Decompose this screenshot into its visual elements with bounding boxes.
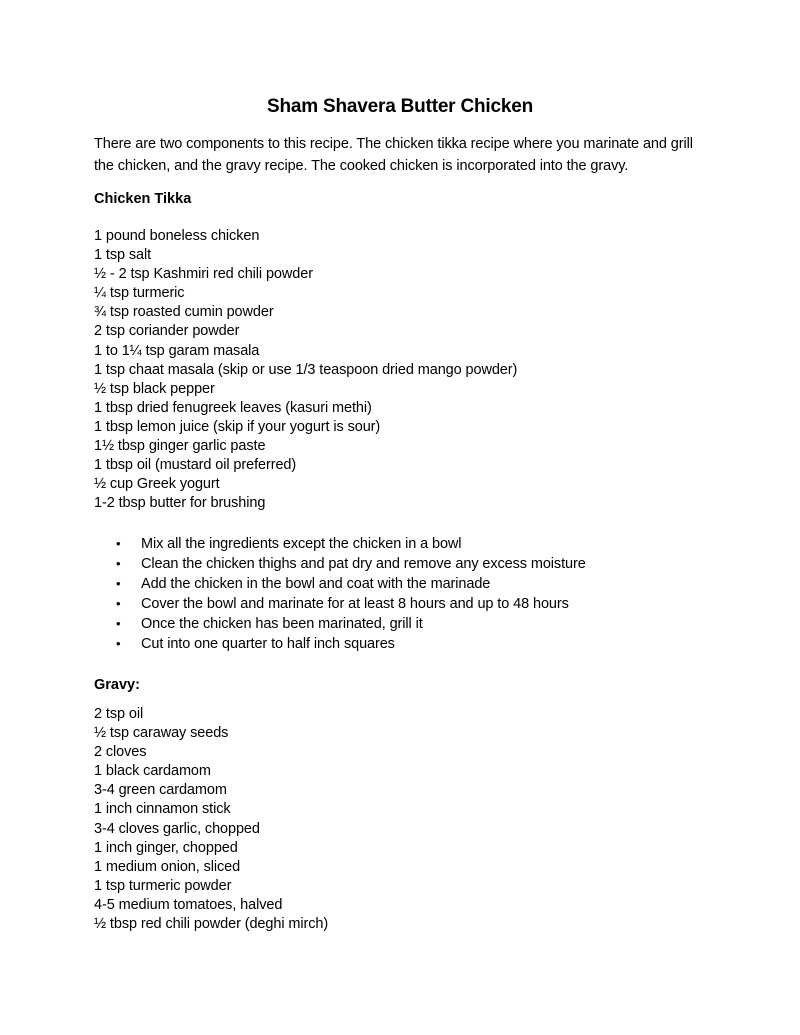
- ingredient-item: 2 tsp coriander powder: [94, 323, 240, 340]
- ingredient-item: 3-4 green cardamom: [94, 782, 227, 799]
- bullet-icon: •: [116, 556, 121, 571]
- ingredient-item: 1 to 1¼ tsp garam masala: [94, 342, 260, 359]
- ingredient-item: ½ tsp caraway seeds: [94, 725, 229, 742]
- chicken-tikka-steps-list: [94, 534, 586, 654]
- ingredient-item: 1 inch cinnamon stick: [94, 801, 231, 818]
- ingredient-item: 1 tsp turmeric powder: [94, 877, 232, 894]
- bullet-icon: •: [116, 636, 121, 651]
- chicken-tikka-heading: Chicken Tikka: [94, 191, 192, 207]
- bullet-icon: •: [116, 616, 121, 631]
- ingredient-item: 2 cloves: [94, 744, 147, 761]
- ingredient-item: ¾ tsp roasted cumin powder: [94, 304, 274, 321]
- chicken-tikka-ingredient-list: [94, 227, 517, 513]
- step-text: Cover the bowl and marinate for at least 8 hours and up to 48 hours: [141, 596, 569, 612]
- ingredient-item: 1 tbsp oil (mustard oil preferred): [94, 457, 297, 474]
- ingredient-item: ½ tsp black pepper: [94, 380, 215, 397]
- ingredient-item: ¼ tsp turmeric: [94, 285, 185, 302]
- step-item: [94, 614, 586, 634]
- step-text: Cut into one quarter to half inch squares: [141, 636, 395, 652]
- ingredient-item: 1½ tbsp ginger garlic paste: [94, 438, 266, 455]
- ingredient-item: 2 tsp oil: [94, 706, 144, 722]
- ingredient-item: 1 inch ginger, chopped: [94, 839, 238, 856]
- step-text: Mix all the ingredients except the chicken in a bowl: [141, 536, 462, 552]
- step-item: [94, 634, 586, 654]
- step-item: [94, 554, 586, 574]
- step-text: Add the chicken in the bowl and coat with the marinade: [141, 576, 491, 592]
- step-item: [94, 594, 586, 614]
- intro-paragraph: There are two components to this recipe. The chicken tikka recipe where you marinate and grill the chicken, and the gravy recipe. The cooked chicken is incorporated into the gravy.: [94, 136, 693, 174]
- gravy-heading: Gravy:: [94, 677, 140, 693]
- step-text: Clean the chicken thighs and pat dry and remove any excess moisture: [141, 556, 586, 572]
- ingredient-item: 1-2 tbsp butter for brushing: [94, 495, 266, 512]
- bullet-icon: •: [116, 596, 121, 611]
- ingredient-item: 3-4 cloves garlic, chopped: [94, 820, 260, 837]
- ingredient-item: 1 tsp chaat masala (skip or use 1/3 teaspoon dried mango powder): [94, 361, 518, 378]
- ingredient-item: 1 pound boneless chicken: [94, 228, 260, 244]
- step-item: [94, 534, 586, 554]
- ingredient-item: 1 tbsp lemon juice (skip if your yogurt is sour): [94, 418, 381, 435]
- ingredient-item: 1 tbsp dried fenugreek leaves (kasuri methi): [94, 399, 372, 416]
- gravy-ingredient-list: [94, 705, 328, 934]
- ingredient-item: 1 tsp salt: [94, 247, 152, 264]
- ingredient-item: 1 medium onion, sliced: [94, 858, 241, 875]
- ingredient-item: ½ tbsp red chili powder (deghi mirch): [94, 916, 329, 933]
- recipe-title: Sham Shavera Butter Chicken: [267, 96, 533, 117]
- ingredient-item: 4-5 medium tomatoes, halved: [94, 896, 283, 913]
- ingredient-item: 1 black cardamom: [94, 763, 211, 780]
- step-text: Once the chicken has been marinated, grill it: [141, 616, 423, 632]
- ingredient-item: ½ - 2 tsp Kashmiri red chili powder: [94, 266, 313, 283]
- bullet-icon: •: [116, 576, 121, 591]
- ingredient-item: ½ cup Greek yogurt: [94, 476, 220, 493]
- bullet-icon: •: [116, 536, 121, 551]
- step-item: [94, 574, 586, 594]
